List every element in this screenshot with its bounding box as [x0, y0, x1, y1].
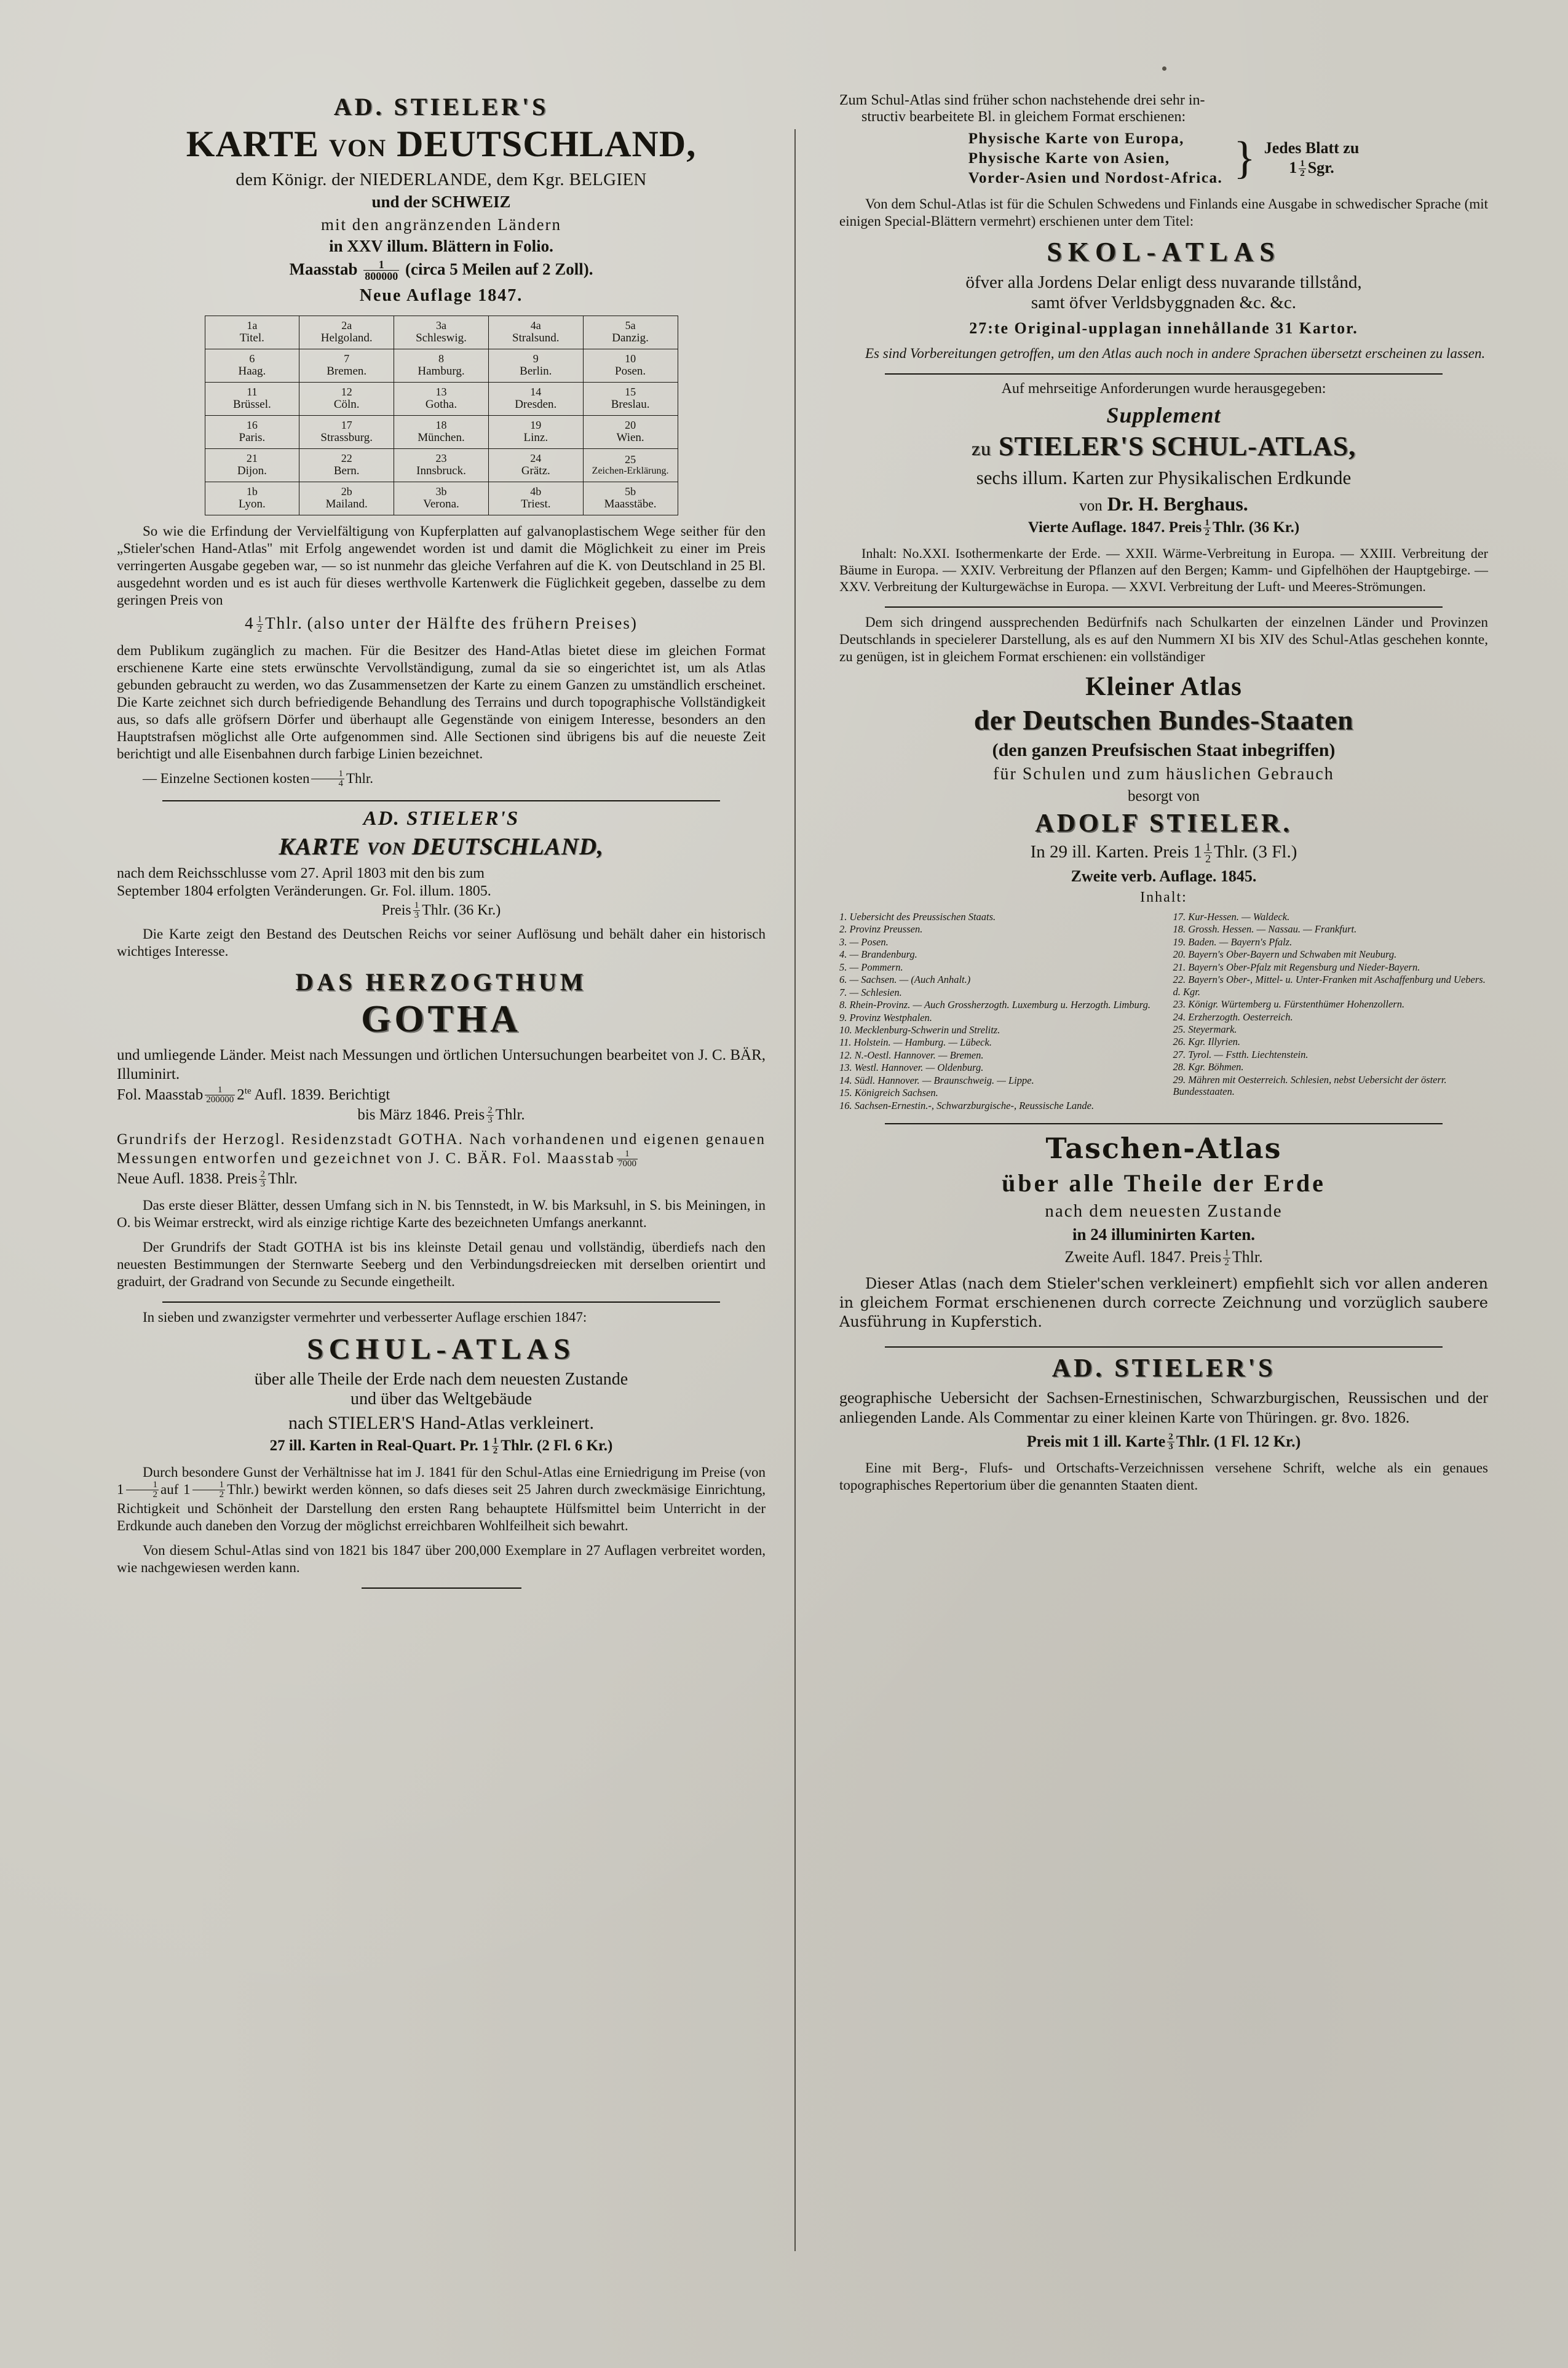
- inhalt-column-right: [1173, 911, 1489, 1113]
- right-rule-3: [885, 1123, 1443, 1124]
- fraction-grundrifs-price: $\frac{2}{3}$: [260, 1169, 265, 1189]
- paragraph-gotha-blatt: Das erste dieser Blätter, dessen Umfang sich in N. bis Tennstedt, in W. bis Marksuhl, in S. bis Meiningen, in O. bis Weimar erstreckt, wird als einzige richtige Karte des bezeichneten Umfangs anerkannt.: [117, 1197, 766, 1230]
- fraction-taschen-price: $\frac{1}{2}$: [1224, 1247, 1229, 1268]
- table-cell: 1b Lyon.: [205, 482, 299, 515]
- line-supplement-author: von Dr. H. Berghaus.: [1079, 493, 1248, 515]
- list-item: 27. Tyrol. — Fstth. Liechtenstein.: [1173, 1048, 1309, 1060]
- table-cell: 14 Dresden.: [488, 383, 583, 416]
- line-taschen-sub1: nach dem neuesten Zustande: [1045, 1201, 1283, 1222]
- heading-karte-von-deutschland-2: KARTE VON DEUTSCHLAND,: [279, 833, 604, 860]
- paragraph-schul-2: Von diesem Schul-Atlas sind von 1821 bis 1847 über 200,000 Exemplare in 27 Auflagen verbreitet worden, wie nachgewiesen werden kann.: [117, 1543, 766, 1576]
- table-cell: 9 Berlin.: [488, 349, 583, 383]
- table-cell: 7 Bremen.: [299, 349, 394, 383]
- table-row: [205, 316, 678, 349]
- line-skol-sub1: öfver alla Jordens Delar enligt dess nuvarande tillstånd,: [965, 272, 1362, 293]
- paragraph-publikum: dem Publikum zugänglich zu machen. Für die Besitzer des Hand-Atlas bietet diese im gleichen Format erschienene Karte eine stets erwünschte Vervollständigung, zumal da sie so eingerichtet ist, um als Atlas gebunden gebraucht zu werden, wo das Zusammensetzen der Karte zu einem Ganzen zu umständlich erscheinet. Die Karte zeichnet sich durch befriedigende Behandlung des Terrains und durch topographische Vollständigkeit aus, so dafs alle gröfsern Dörfer und überhaupt alle Gegenstände von einigem Interesse, besonders an den Hauptstrafsen möglichst alle Orte aufgenommen sind. Alle Sectionen sind übrigens bis auf die neueste Zeit berichtigt und alle Eisenbahnen durch farbige Linien bezeichnet.: [117, 642, 766, 761]
- list-item: 16. Sachsen-Ernestin.-, Schwarzburgische-, Reussische Lande.: [839, 1099, 1095, 1111]
- table-cell: 8 Hamburg.: [394, 349, 489, 383]
- list-item: 7. — Schlesien.: [839, 986, 902, 998]
- fraction-supplement-price: $\frac{1}{2}$: [1205, 518, 1210, 538]
- list-item: Physische Karte von Asien,: [968, 150, 1170, 167]
- fraction-old-price: $\frac{1}{2}$: [126, 1480, 159, 1500]
- list-item: 29. Mähren mit Oesterreich. Schlesien, nebst Uebersicht der österr. Bundesstaaten.: [1173, 1073, 1447, 1098]
- list-item: Vorder-Asien und Nordost-Africa.: [968, 170, 1223, 186]
- physische-karten-list: [968, 129, 1223, 188]
- line-schul-sub3: nach STIELER'S Hand-Atlas verkleinert.: [288, 1412, 594, 1433]
- paragraph-sectionen-preis: — Einzelne Sectionen kosten $\frac{1}{4}$ Thlr.: [143, 769, 374, 789]
- sections-table-body: [205, 316, 678, 515]
- print-sheet: [92, 92, 1488, 2282]
- heading-herzogthum: DAS HERZOGTHUM: [295, 968, 587, 996]
- table-cell: 13 Gotha.: [394, 383, 489, 416]
- table-cell: 15 Breslau.: [583, 383, 678, 416]
- price-line-2: 1 $\frac{1}{2}$ Sgr.: [1289, 159, 1334, 179]
- paragraph-reichsschluss: Die Karte zeigt den Bestand des Deutschen Reichs vor seiner Auflösung und behält daher ein historisch wichtiges Interesse.: [117, 926, 766, 960]
- heading-skol-atlas: SKOL-ATLAS: [1047, 237, 1281, 268]
- block-taschen-atlas: [839, 1132, 1488, 1332]
- fraction-sgr: $\frac{1}{2}$: [1300, 159, 1305, 179]
- list-item: 22. Bayern's Ober-, Mittel- u. Unter-Franken mit Aschaffenburg und Uebers. d. Kgr.: [1173, 974, 1486, 998]
- price-per-sheet: [1264, 138, 1360, 179]
- table-cell: 2a Helgoland.: [299, 316, 394, 349]
- line-skol-upplagan: 27:te Original-upplagan innehållande 31 Kartor.: [969, 319, 1358, 338]
- table-cell: 12 Cöln.: [299, 383, 394, 416]
- fraction-price-2: $\frac{1}{3}$: [414, 900, 419, 921]
- line-preussischer-staat: (den ganzen Preufsischen Staat inbegriffen): [992, 739, 1336, 760]
- table-cell: 3a Schleswig.: [394, 316, 489, 349]
- block-supplement: [839, 381, 1488, 595]
- block-karte-deutschland: [117, 92, 766, 789]
- line-schul-sub1: über alle Theile der Erde nach dem neuesten Zustande: [254, 1369, 628, 1389]
- line-taschen-sub2: in 24 illuminirten Karten.: [1072, 1225, 1255, 1244]
- paragraph-skol-note: Es sind Vorbereitungen getroffen, um den Atlas auch noch in andere Sprachen übersetzt erscheinen zu lassen.: [865, 346, 1486, 362]
- line-intro-2: structiv bearbeitete Bl. in gleichem Format erschienen:: [861, 109, 1186, 125]
- right-rule-4: [885, 1346, 1443, 1348]
- block-kleiner-atlas: [839, 614, 1488, 1113]
- line-fuer-schulen: für Schulen und zum häuslichen Gebrauch: [993, 764, 1334, 784]
- line-maasstab: [117, 260, 766, 282]
- subtitle-blaetter: in XXV illum. Blättern in Folio.: [329, 237, 553, 255]
- table-cell: 23 Innsbruck.: [394, 449, 489, 482]
- list-item: 1. Uebersicht des Preussischen Staats.: [839, 910, 996, 923]
- inhalt-column-left: [839, 911, 1155, 1113]
- line-taschen-price: Zweite Aufl. 1847. Preis $\frac{1}{2}$ Thlr.: [1064, 1247, 1263, 1268]
- table-cell: 17 Strassburg.: [299, 416, 394, 449]
- fraction-new-price: $\frac{1}{2}$: [192, 1480, 226, 1500]
- fraction-gotha-price: $\frac{2}{3}$: [488, 1105, 493, 1126]
- heading-adolf-stieler: ADOLF STIELER.: [1035, 809, 1293, 838]
- line-reichsschluss-price: Preis $\frac{1}{3}$ Thlr. (36 Kr.): [381, 900, 501, 921]
- block-schul-atlas: [117, 1309, 766, 1577]
- list-item: 15. Königreich Sachsen.: [839, 1087, 938, 1099]
- section-rule-2: [162, 1301, 720, 1303]
- table-cell: 24 Grätz.: [488, 449, 583, 482]
- table-cell: 4b Triest.: [488, 482, 583, 515]
- paragraph-uebersicht-note: Eine mit Berg-, Flufs- und Ortschafts-Verzeichnissen versehene Schrift, welche als ein genaues topographisches Repertorium über die genannten Staaten dient.: [839, 1460, 1488, 1493]
- table-row: [205, 416, 678, 449]
- label-maasstab: Maasstab: [289, 260, 358, 279]
- table-cell: 11 Brüssel.: [205, 383, 299, 416]
- heading-kleiner-atlas: Kleiner Atlas: [1085, 672, 1242, 701]
- list-item: 20. Bayern's Ober-Bayern und Schwaben mit Neuburg.: [1173, 948, 1397, 961]
- table-cell: 6 Haag.: [205, 349, 299, 383]
- paragraph-grundrifs: Grundrifs der Herzogl. Residenzstadt GOTHA. Nach vorhandenen und eigenen genauen Messungen entworfen und gezeichnet von J. C. BÄR. Fol. Maasstab $\frac{1}{7000}$: [117, 1131, 766, 1169]
- table-cell: 4a Stralsund.: [488, 316, 583, 349]
- paragraph-uebersicht: geographische Uebersicht der Sachsen-Ernestinischen, Schwarzburgischen, Reussischen und der anliegenden Lande. Als Commentar zu einer kleinen Karte von Thüringen. gr. 8vo. 1826.: [839, 1389, 1488, 1427]
- line-schul-sub2: und über das Weltgebäude: [350, 1389, 533, 1408]
- list-item: 14. Südl. Hannover. — Braunschweig. — Lippe.: [839, 1074, 1034, 1086]
- section-rule: [162, 800, 720, 801]
- fraction-grundrifs-scale: $\frac{1}{7000}$: [617, 1148, 636, 1169]
- table-cell: 19 Linz.: [488, 416, 583, 449]
- heading-ad-stielers: AD. STIELER'S: [333, 93, 549, 121]
- table-row: [205, 349, 678, 383]
- list-item: 9. Provinz Westphalen.: [839, 1011, 932, 1023]
- ink-speck: [1162, 66, 1166, 71]
- line-supplement-intro: Auf mehrseitige Anforderungen wurde herausgegeben:: [1001, 381, 1326, 397]
- heading-zu-stielers-schul-atlas: zu STIELER'S SCHUL-ATLAS,: [971, 431, 1356, 462]
- block-karte-reichsschluss: [117, 808, 766, 960]
- list-item: 2. Provinz Preussen.: [839, 923, 923, 936]
- line-besorgt-von: besorgt von: [1128, 787, 1200, 805]
- heading-karte-von-deutschland: [117, 125, 766, 164]
- list-item: 21. Bayern's Ober-Pfalz mit Regensburg und Nieder-Bayern.: [1173, 961, 1420, 973]
- line-price-thlr: 4 $\frac{1}{2}$ Thlr. (also unter der Hälfte des frühern Preises): [245, 614, 638, 634]
- inhalt-list: [839, 911, 1488, 1113]
- list-item: 5. — Pommern.: [839, 961, 903, 973]
- list-item: 12. N.-Oestl. Hannover. — Bremen.: [839, 1049, 984, 1061]
- list-item: 3. — Posen.: [839, 936, 889, 948]
- table-row: [205, 482, 678, 515]
- heading-bundes-staaten: der Deutschen Bundes-Staaten: [973, 704, 1354, 736]
- heading-supplement: Supplement: [1106, 403, 1221, 428]
- paragraph-schwedisch: Von dem Schul-Atlas ist für die Schulen Schwedens und Finlands eine Ausgabe in schwedischer Sprache (mit einigen Special-Blättern vermehrt) erschienen unter dem Titel:: [839, 196, 1488, 229]
- line-skol-sub2: samt öfver Verldsbyggnaden &c. &c.: [1031, 293, 1297, 313]
- line-supplement-price: Vierte Auflage. 1847. Preis $\frac{1}{2}$ Thlr. (36 Kr.): [1028, 518, 1300, 538]
- table-cell: 21 Dijon.: [205, 449, 299, 482]
- line-kleiner-auflage: Zweite verb. Auflage. 1845.: [1071, 867, 1257, 885]
- line-gotha-price: bis März 1846. Preis $\frac{2}{3}$ Thlr.: [357, 1105, 525, 1126]
- line-grundrifs-price: Neue Aufl. 1838. Preis $\frac{2}{3}$ Thlr.: [117, 1169, 298, 1189]
- list-item: 18. Grossh. Hessen. — Nassau. — Frankfurt.: [1173, 923, 1357, 936]
- fraction-maasstab: $\frac{1}{800000}$: [365, 258, 398, 282]
- list-item: 23. Königr. Würtemberg u. Fürstenthümer Hohenzollern.: [1173, 998, 1405, 1011]
- label-meilen: (circa 5 Meilen auf 2 Zoll).: [405, 260, 593, 279]
- heading-deutschland: DEUTSCHLAND,: [397, 124, 697, 164]
- table-cell: 3b Verona.: [394, 482, 489, 515]
- label-inhalt: Inhalt:: [1140, 889, 1187, 905]
- block-geographische-uebersicht: [839, 1354, 1488, 1494]
- line-uebersicht-price: Preis mit 1 ill. Karte $\frac{2}{3}$ Thlr. (1 Fl. 12 Kr.): [1026, 1432, 1301, 1452]
- list-item: 17. Kur-Hessen. — Waldeck.: [1173, 910, 1290, 923]
- paragraph-supplement-inhalt: Inhalt: No.XXI. Isothermenkarte der Erde. — XXII. Wärme-Verbreitung in Europa. — XXIII. Verbreitung der Bäume in Europa. — XXIV. Verbreitung der Pflanzen auf den Bergen; Kamm- und Gipfelhöhen der Hauptgebirge. — XXV. Verbreitung der Kulturgewächse in Europa. — XXVI. Verbreitung der Luft- und Meeres-Strömungen.: [839, 546, 1488, 594]
- list-item: 28. Kgr. Böhmen.: [1173, 1061, 1244, 1073]
- paragraph-taschen-note: Dieser Atlas (nach dem Stieler'schen verkleinert) empfiehlt sich vor allen anderen in gleichem Format erschienenen durch correcte Zeichnung und vorzüglich saubere Ausführung in Kupferstich.: [839, 1274, 1488, 1331]
- line-reichsschluss-2: September 1804 erfolgten Veränderungen. Gr. Fol. illum. 1805.: [117, 883, 491, 900]
- column-divider: [794, 129, 796, 2251]
- table-cell: 5b Maasstäbe.: [583, 482, 678, 515]
- line-gotha-maasstab: Fol. Maasstab $\frac{1}{200000}$ $2^{te}$ Aufl. 1839. Berichtigt: [117, 1085, 390, 1105]
- list-item: 13. Westl. Hannover. — Oldenburg.: [839, 1062, 984, 1074]
- table-cell: 1a Titel.: [205, 316, 299, 349]
- line-kleiner-price: In 29 ill. Karten. Preis 1 $\frac{1}{2}$ Thlr. (3 Fl.): [1030, 840, 1297, 865]
- section-rule-3: [362, 1587, 521, 1589]
- fraction-section-price: $\frac{1}{4}$: [311, 769, 344, 789]
- list-item: Physische Karte von Europa,: [968, 130, 1184, 147]
- paragraph-gotha-stadt: Der Grundrifs der Stadt GOTHA ist bis ins kleinste Detail genau und vollständig, überdiefs nach den neuesten Bestimmungen der Sternwarte Seeberg und den Verbindungsdreiecken mit derselben orientirt und graduirt, der Gradrand von Secunde zu Secunde eingetheilt.: [117, 1239, 766, 1289]
- table-cell: 20 Wien.: [583, 416, 678, 449]
- list-item: 10. Mecklenburg-Schwerin und Strelitz.: [839, 1023, 1000, 1036]
- heading-von: VON: [329, 134, 387, 162]
- line-neue-auflage: Neue Auflage 1847.: [359, 286, 523, 305]
- heading-ad-stielers-italic: AD. STIELER'S: [363, 808, 520, 830]
- list-item: 24. Erzherzogth. Oesterreich.: [1173, 1011, 1293, 1023]
- list-item: 11. Holstein. — Hamburg. — Lübeck.: [839, 1036, 992, 1049]
- list-item: 8. Rhein-Provinz. — Auch Grossherzogth. Luxemburg u. Herzogth. Limburg.: [839, 999, 1150, 1011]
- paragraph-schul-1: Durch besondere Gunst der Verhältnisse hat im J. 1841 für den Schul-Atlas eine Erniedrigung im Preise (von 1 $\frac{1}{2}$ auf 1 $\frac{1}{2}$ Thlr.) bewirkt werden können, so dafs dieses seit 25 Jahren durch zweckmäsige Einrichtung, Richtigkeit und Schönheit der Darstellung den ersten Rang behauptete Hülfsmittel beim Unterricht in der Erdkunde auch daneben den Vorzug der möglichst erreichbaren Wohlfeilheit sich bewahrt.: [117, 1464, 766, 1534]
- paragraph-gotha-1: und umliegende Länder. Meist nach Messungen und örtlichen Untersuchungen bearbeitet von J. C. BÄR, Illuminirt.: [117, 1047, 766, 1083]
- right-rule-1: [885, 373, 1443, 375]
- line-intro-1: Zum Schul-Atlas sind früher schon nachstehende drei sehr in-: [839, 92, 1205, 108]
- heading-gotha: GOTHA: [361, 998, 521, 1041]
- sections-table: [205, 316, 678, 515]
- brace-icon: }: [1233, 133, 1256, 184]
- paragraph-erfindung: So wie die Erfindung der Vervielfältigung von Kupferplatten auf galvanoplastischem Wege seither für den „Stieler'schen Hand-Atlas" mit Erfolg angewendet worden ist und damit die Möglichkeit zu einer im Preis verringerten Ausgabe gegeben war, — so ist nunmehr das gleiche Verfahren auf die K. von Deutschland in 25 Bl. ausgedehnt worden und es ist auch für dieses werthvolle Kartenwerk die Füglichkeit gegeben, dasselbe zu dem geringen Preis von: [117, 523, 766, 608]
- heading-karte: KARTE: [186, 124, 320, 164]
- list-item: 19. Baden. — Bayern's Pfalz.: [1173, 936, 1293, 948]
- paragraph-auflage-intro: In sieben und zwanzigster vermehrter und verbesserter Auflage erschien 1847:: [143, 1309, 587, 1325]
- fraction-gotha-scale: $\frac{1}{200000}$: [206, 1085, 234, 1105]
- heading-taschen-atlas: Taschen-Atlas: [1045, 1132, 1282, 1166]
- table-row: [205, 449, 678, 482]
- table-cell: 22 Bern.: [299, 449, 394, 482]
- fraction-price: $\frac{1}{2}$: [257, 614, 263, 634]
- line-reichsschluss-1: nach dem Reichsschlusse vom 27. April 1803 mit den bis zum: [117, 865, 485, 882]
- right-rule-2: [885, 606, 1443, 608]
- list-item: 26. Kgr. Illyrien.: [1173, 1036, 1241, 1048]
- table-cell: 25 Zeichen-Erklärung.: [583, 449, 678, 482]
- list-item: 25. Steyermark.: [1173, 1023, 1237, 1035]
- subtitle-laender-1: dem Königr. der NIEDERLANDE, dem Kgr. BELGIEN: [236, 170, 647, 189]
- table-cell: 10 Posen.: [583, 349, 678, 383]
- table-row: [205, 383, 678, 416]
- heading-ueber-alle-theile: über alle Theile der Erde: [1002, 1169, 1326, 1198]
- block-herzogthum-gotha: [117, 967, 766, 1290]
- list-item: 6. — Sachsen. — (Auch Anhalt.): [839, 974, 971, 986]
- list-item: 4. — Brandenburg.: [839, 948, 917, 961]
- right-column: [839, 92, 1488, 1494]
- table-cell: 16 Paris.: [205, 416, 299, 449]
- fraction-kleiner-price: $\frac{1}{2}$: [1205, 840, 1211, 865]
- braced-list: [839, 129, 1488, 188]
- line-schul-price: 27 ill. Karten in Real-Quart. Pr. 1 $\frac{1}{2}$ Thlr. (2 Fl. 6 Kr.): [269, 1436, 613, 1456]
- fraction-uebersicht-price: $\frac{2}{3}$: [1168, 1432, 1173, 1452]
- heading-ad-stielers-2: AD. STIELER'S: [1051, 1354, 1276, 1383]
- paragraph-kleiner-intro: Dem sich dringend aussprechenden Bedürfnifs nach Schulkarten der einzelnen Länder und Provinzen Deutschlands in specielerer Darstellung, als es auf den Nummern XI bis XIV des Schul-Atlas geschehen konnte, zu genügen, ist in gleichem Format erschienen: ein vollständiger: [839, 614, 1488, 664]
- heading-schul-atlas: SCHUL-ATLAS: [307, 1332, 576, 1365]
- table-cell: 18 München.: [394, 416, 489, 449]
- fraction-schul-price: $\frac{1}{2}$: [493, 1436, 498, 1456]
- line-supplement-sub: sechs illum. Karten zur Physikalischen Erdkunde: [976, 467, 1352, 489]
- block-physische-karten: [839, 92, 1488, 362]
- table-cell: 2b Mailand.: [299, 482, 394, 515]
- subtitle-schweiz: und der SCHWEIZ: [371, 193, 511, 211]
- subtitle-angraenzende: mit den angränzenden Ländern: [320, 215, 562, 234]
- table-cell: 5a Danzig.: [583, 316, 678, 349]
- price-line-1: Jedes Blatt zu: [1264, 138, 1360, 157]
- left-column: [117, 92, 766, 1595]
